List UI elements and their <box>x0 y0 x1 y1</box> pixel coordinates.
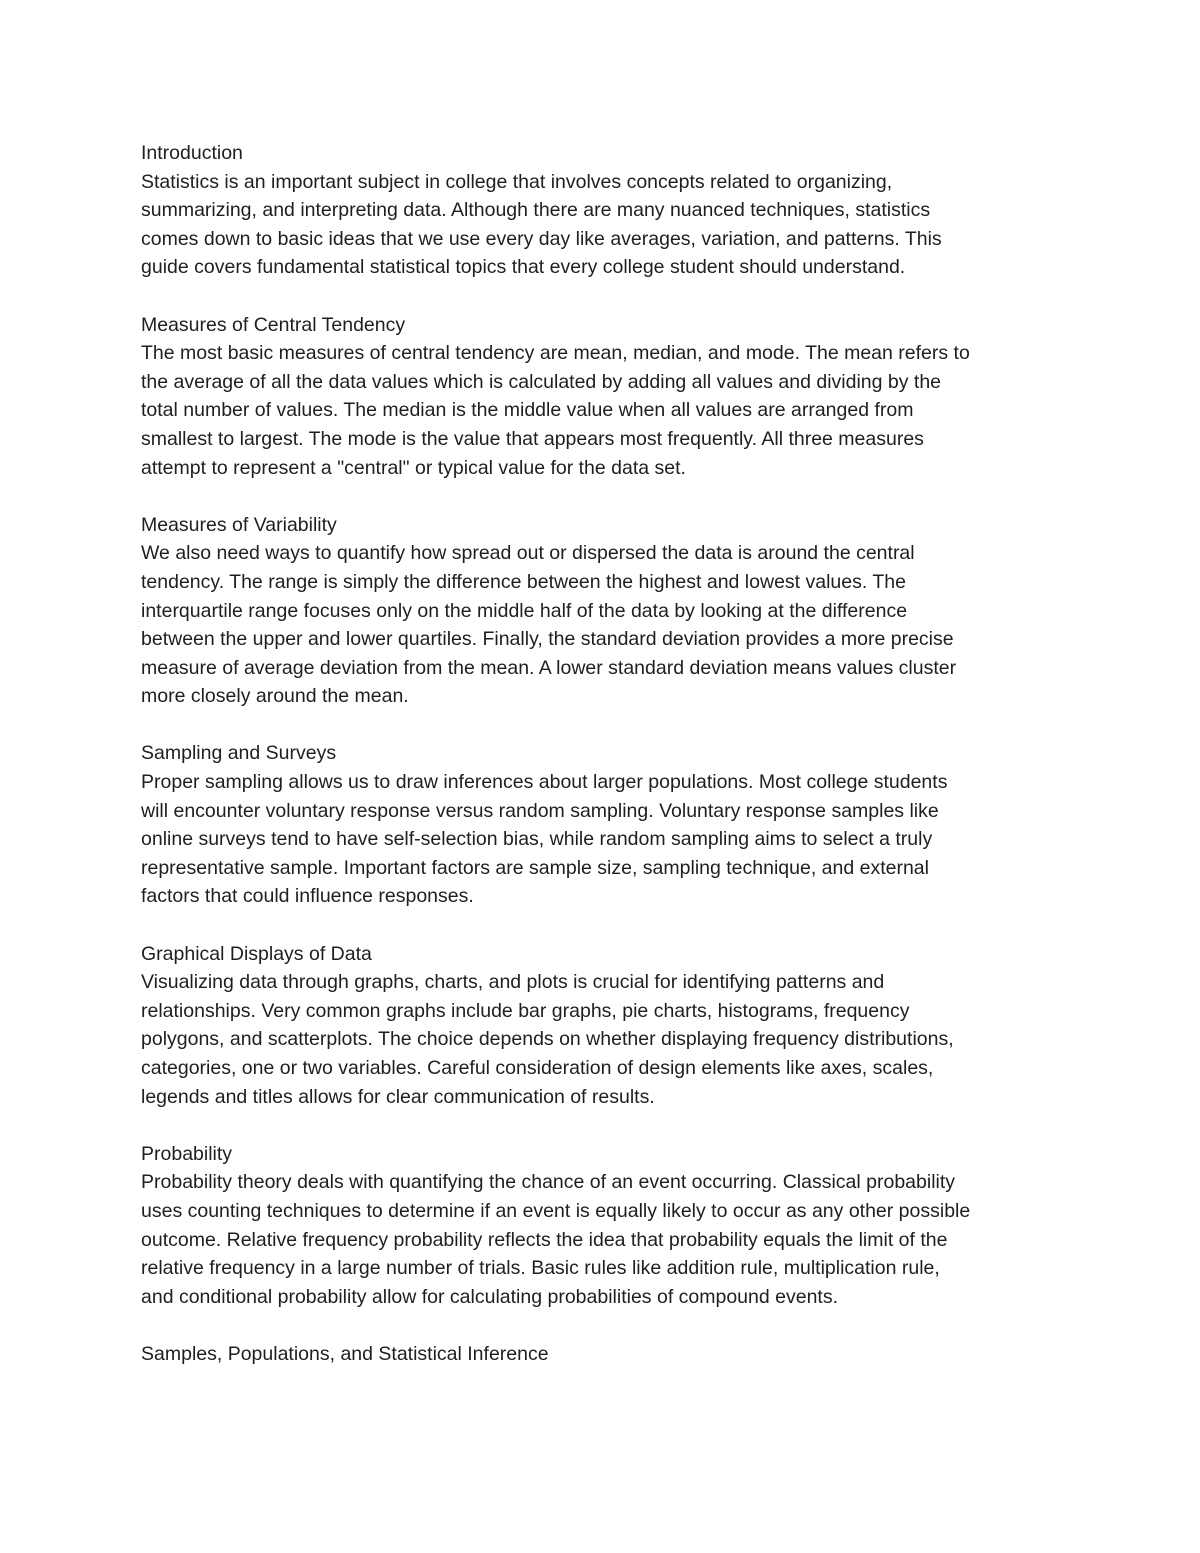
section-body <box>141 968 1081 1111</box>
body-line: relationships. Very common graphs include bar graphs, pie charts, histograms, frequency <box>141 999 910 1022</box>
body-line: and conditional probability allow for calculating probabilities of compound events. <box>141 1285 839 1308</box>
body-line: Statistics is an important subject in college that involves concepts related to organizing, <box>141 170 893 193</box>
section-statistical-inference <box>141 1340 1081 1369</box>
body-line: Probability theory deals with quantifying the chance of an event occurring. Classical probability <box>141 1171 956 1194</box>
body-line: tendency. The range is simply the difference between the highest and lowest values. The <box>141 570 906 593</box>
section-heading: Measures of Variability <box>141 513 337 536</box>
body-line: total number of values. The median is the middle value when all values are arranged from <box>141 399 914 422</box>
section-sampling <box>141 739 1081 911</box>
section-body <box>141 168 1081 282</box>
body-line: factors that could influence responses. <box>141 885 474 908</box>
section-body <box>141 1168 1081 1311</box>
body-line: smallest to largest. The mode is the value that appears most frequently. All three measures <box>141 427 924 450</box>
body-line: online surveys tend to have self-selection bias, while random sampling aims to select a truly <box>141 828 933 851</box>
body-line: attempt to represent a "central" or typical value for the data set. <box>141 456 686 479</box>
document-page <box>141 139 1081 1397</box>
body-line: comes down to basic ideas that we use every day like averages, variation, and patterns. This <box>141 227 942 250</box>
body-line: representative sample. Important factors are sample size, sampling technique, and external <box>141 856 929 879</box>
section-heading: Samples, Populations, and Statistical Inference <box>141 1342 549 1365</box>
body-line: uses counting techniques to determine if an event is equally likely to occur as any other possible <box>141 1199 971 1222</box>
section-heading: Measures of Central Tendency <box>141 313 406 336</box>
body-line: legends and titles allows for clear communication of results. <box>141 1085 655 1108</box>
section-body <box>141 768 1081 911</box>
body-line: Visualizing data through graphs, charts, and plots is crucial for identifying patterns and <box>141 971 885 994</box>
body-line: measure of average deviation from the mean. A lower standard deviation means values cluster <box>141 656 957 679</box>
body-line: Proper sampling allows us to draw inferences about larger populations. Most college students <box>141 771 948 794</box>
section-heading: Introduction <box>141 142 243 164</box>
section-heading: Sampling and Surveys <box>141 742 337 765</box>
body-line: will encounter voluntary response versus random sampling. Voluntary response samples like <box>141 799 939 822</box>
section-heading: Probability <box>141 1142 233 1165</box>
section-variability <box>141 511 1081 711</box>
body-line: polygons, and scatterplots. The choice depends on whether displaying frequency distributions, <box>141 1028 954 1051</box>
body-line: summarizing, and interpreting data. Although there are many nuanced techniques, statistics <box>141 199 931 222</box>
section-probability <box>141 1140 1081 1312</box>
section-introduction <box>141 139 1081 282</box>
body-line: categories, one or two variables. Careful consideration of design elements like axes, scales, <box>141 1057 934 1079</box>
body-line: between the upper and lower quartiles. Finally, the standard deviation provides a more precise <box>141 628 954 651</box>
section-graphical-displays <box>141 940 1081 1112</box>
section-body <box>141 339 1081 482</box>
body-line: interquartile range focuses only on the middle half of the data by looking at the difference <box>141 599 908 622</box>
body-line: outcome. Relative frequency probability reflects the idea that probability equals the limit of the <box>141 1228 948 1251</box>
section-body <box>141 539 1081 711</box>
body-line: relative frequency in a large number of trials. Basic rules like addition rule, multiplication rule, <box>141 1257 940 1280</box>
body-line: The most basic measures of central tendency are mean, median, and mode. The mean refers to <box>141 342 970 365</box>
section-heading: Graphical Displays of Data <box>141 942 372 965</box>
body-line: the average of all the data values which is calculated by adding all values and dividing by the <box>141 370 942 393</box>
body-line: We also need ways to quantify how spread out or dispersed the data is around the central <box>141 542 915 565</box>
body-line: guide covers fundamental statistical topics that every college student should understand. <box>141 256 906 279</box>
section-central-tendency <box>141 311 1081 483</box>
body-line: more closely around the mean. <box>141 685 409 708</box>
